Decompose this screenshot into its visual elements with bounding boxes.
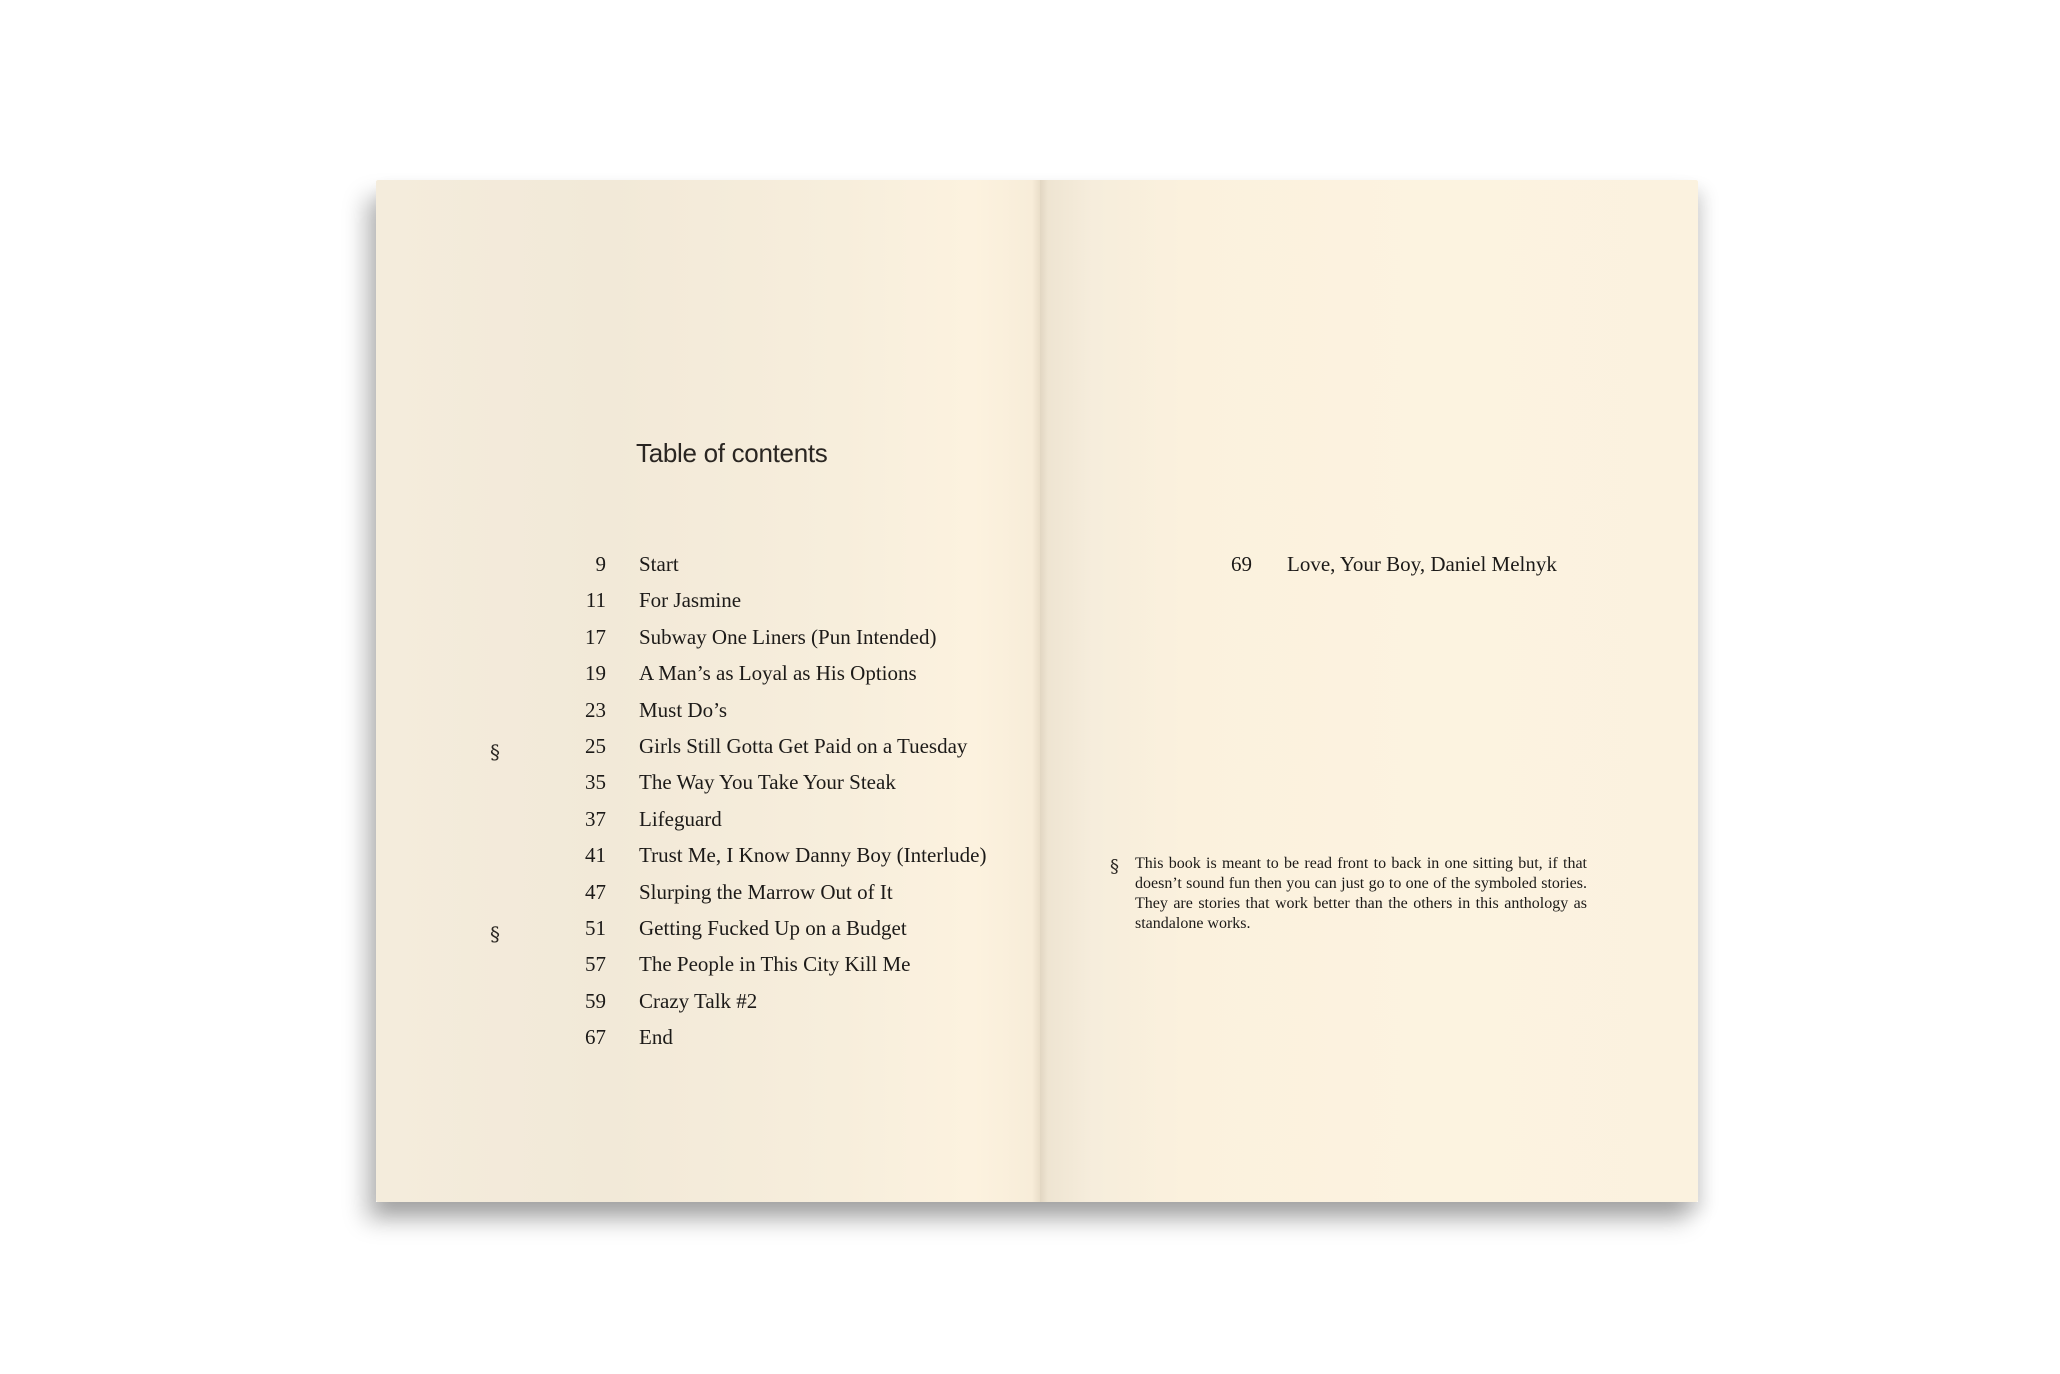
toc-entry [376,1025,1040,1061]
toc-entry [376,661,1040,697]
toc-list [376,552,1040,1061]
section-symbol-icon: § [490,921,500,946]
toc-entry [376,807,1040,843]
book-gutter [1032,180,1048,1202]
toc-entry-title: Slurping the Marrow Out of It [639,879,893,904]
toc-entry [376,588,1040,624]
toc-entry-title: Love, Your Boy, Daniel Melnyk [1287,552,1557,576]
right-page [1040,180,1698,1202]
toc-title: Table of contents [636,438,828,468]
toc-entry-page-number: 37 [585,806,606,831]
toc-entry [376,952,1040,988]
toc-entry-title: Subway One Liners (Pun Intended) [639,624,937,649]
toc-entry-title: Crazy Talk #2 [639,988,758,1013]
toc-entry [376,625,1040,661]
toc-entry-title: Must Do’s [639,697,728,722]
toc-entry-title: Trust Me, I Know Danny Boy (Interlude) [639,843,987,868]
toc-entry-page-number: 11 [585,588,606,613]
toc-entry [376,989,1040,1025]
toc-entry [376,880,1040,916]
toc-entry-page-number: 9 [595,552,606,576]
toc-entry-title: The Way You Take Your Steak [639,770,896,795]
toc-entry-title: Girls Still Gotta Get Paid on a Tuesday [639,733,968,758]
left-page [376,180,1040,1202]
toc-entry-title: Getting Fucked Up on a Budget [639,915,907,940]
toc-entry [376,770,1040,806]
toc-entry-page-number: 23 [585,697,606,722]
toc-entry [376,698,1040,734]
toc-entry-title: For Jasmine [639,588,742,613]
toc-entry-page-number: 59 [585,988,606,1013]
toc-entry-title: The People in This City Kill Me [639,952,911,977]
toc-entry-page-number: 35 [585,770,606,795]
toc-entry-page-number: 67 [585,1025,606,1050]
toc-entry-title: Lifeguard [639,806,722,831]
toc-entry [376,734,1040,770]
toc-entry [376,916,1040,952]
toc-entry-page-number: 41 [585,843,606,868]
toc-entry-page-number: 19 [585,661,606,686]
toc-entry-title: A Man’s as Loyal as His Options [639,661,917,686]
section-symbol-icon: § [1110,856,1119,877]
toc-entry [376,552,1040,588]
toc-entry [376,843,1040,879]
toc-entry-page-number: 25 [585,733,606,758]
toc-entry-page-number: 57 [585,952,606,977]
toc-entry-page-number: 51 [585,915,606,940]
section-symbol-icon: § [490,739,500,764]
toc-entry-page-number: 17 [585,624,606,649]
toc-entry-page-number: 69 [1231,552,1252,576]
toc-entry-title: Start [639,552,679,576]
toc-entry-title: End [639,1025,673,1050]
reading-note: This book is meant to be read front to back in one sitting but, if that doesn’t sound fun then you can just go to one of the symboled stories. They are stories that work better than the others in this anthology as standalone works. [1135,855,1587,932]
toc-entry-page-number: 47 [585,879,606,904]
open-book [376,180,1698,1202]
